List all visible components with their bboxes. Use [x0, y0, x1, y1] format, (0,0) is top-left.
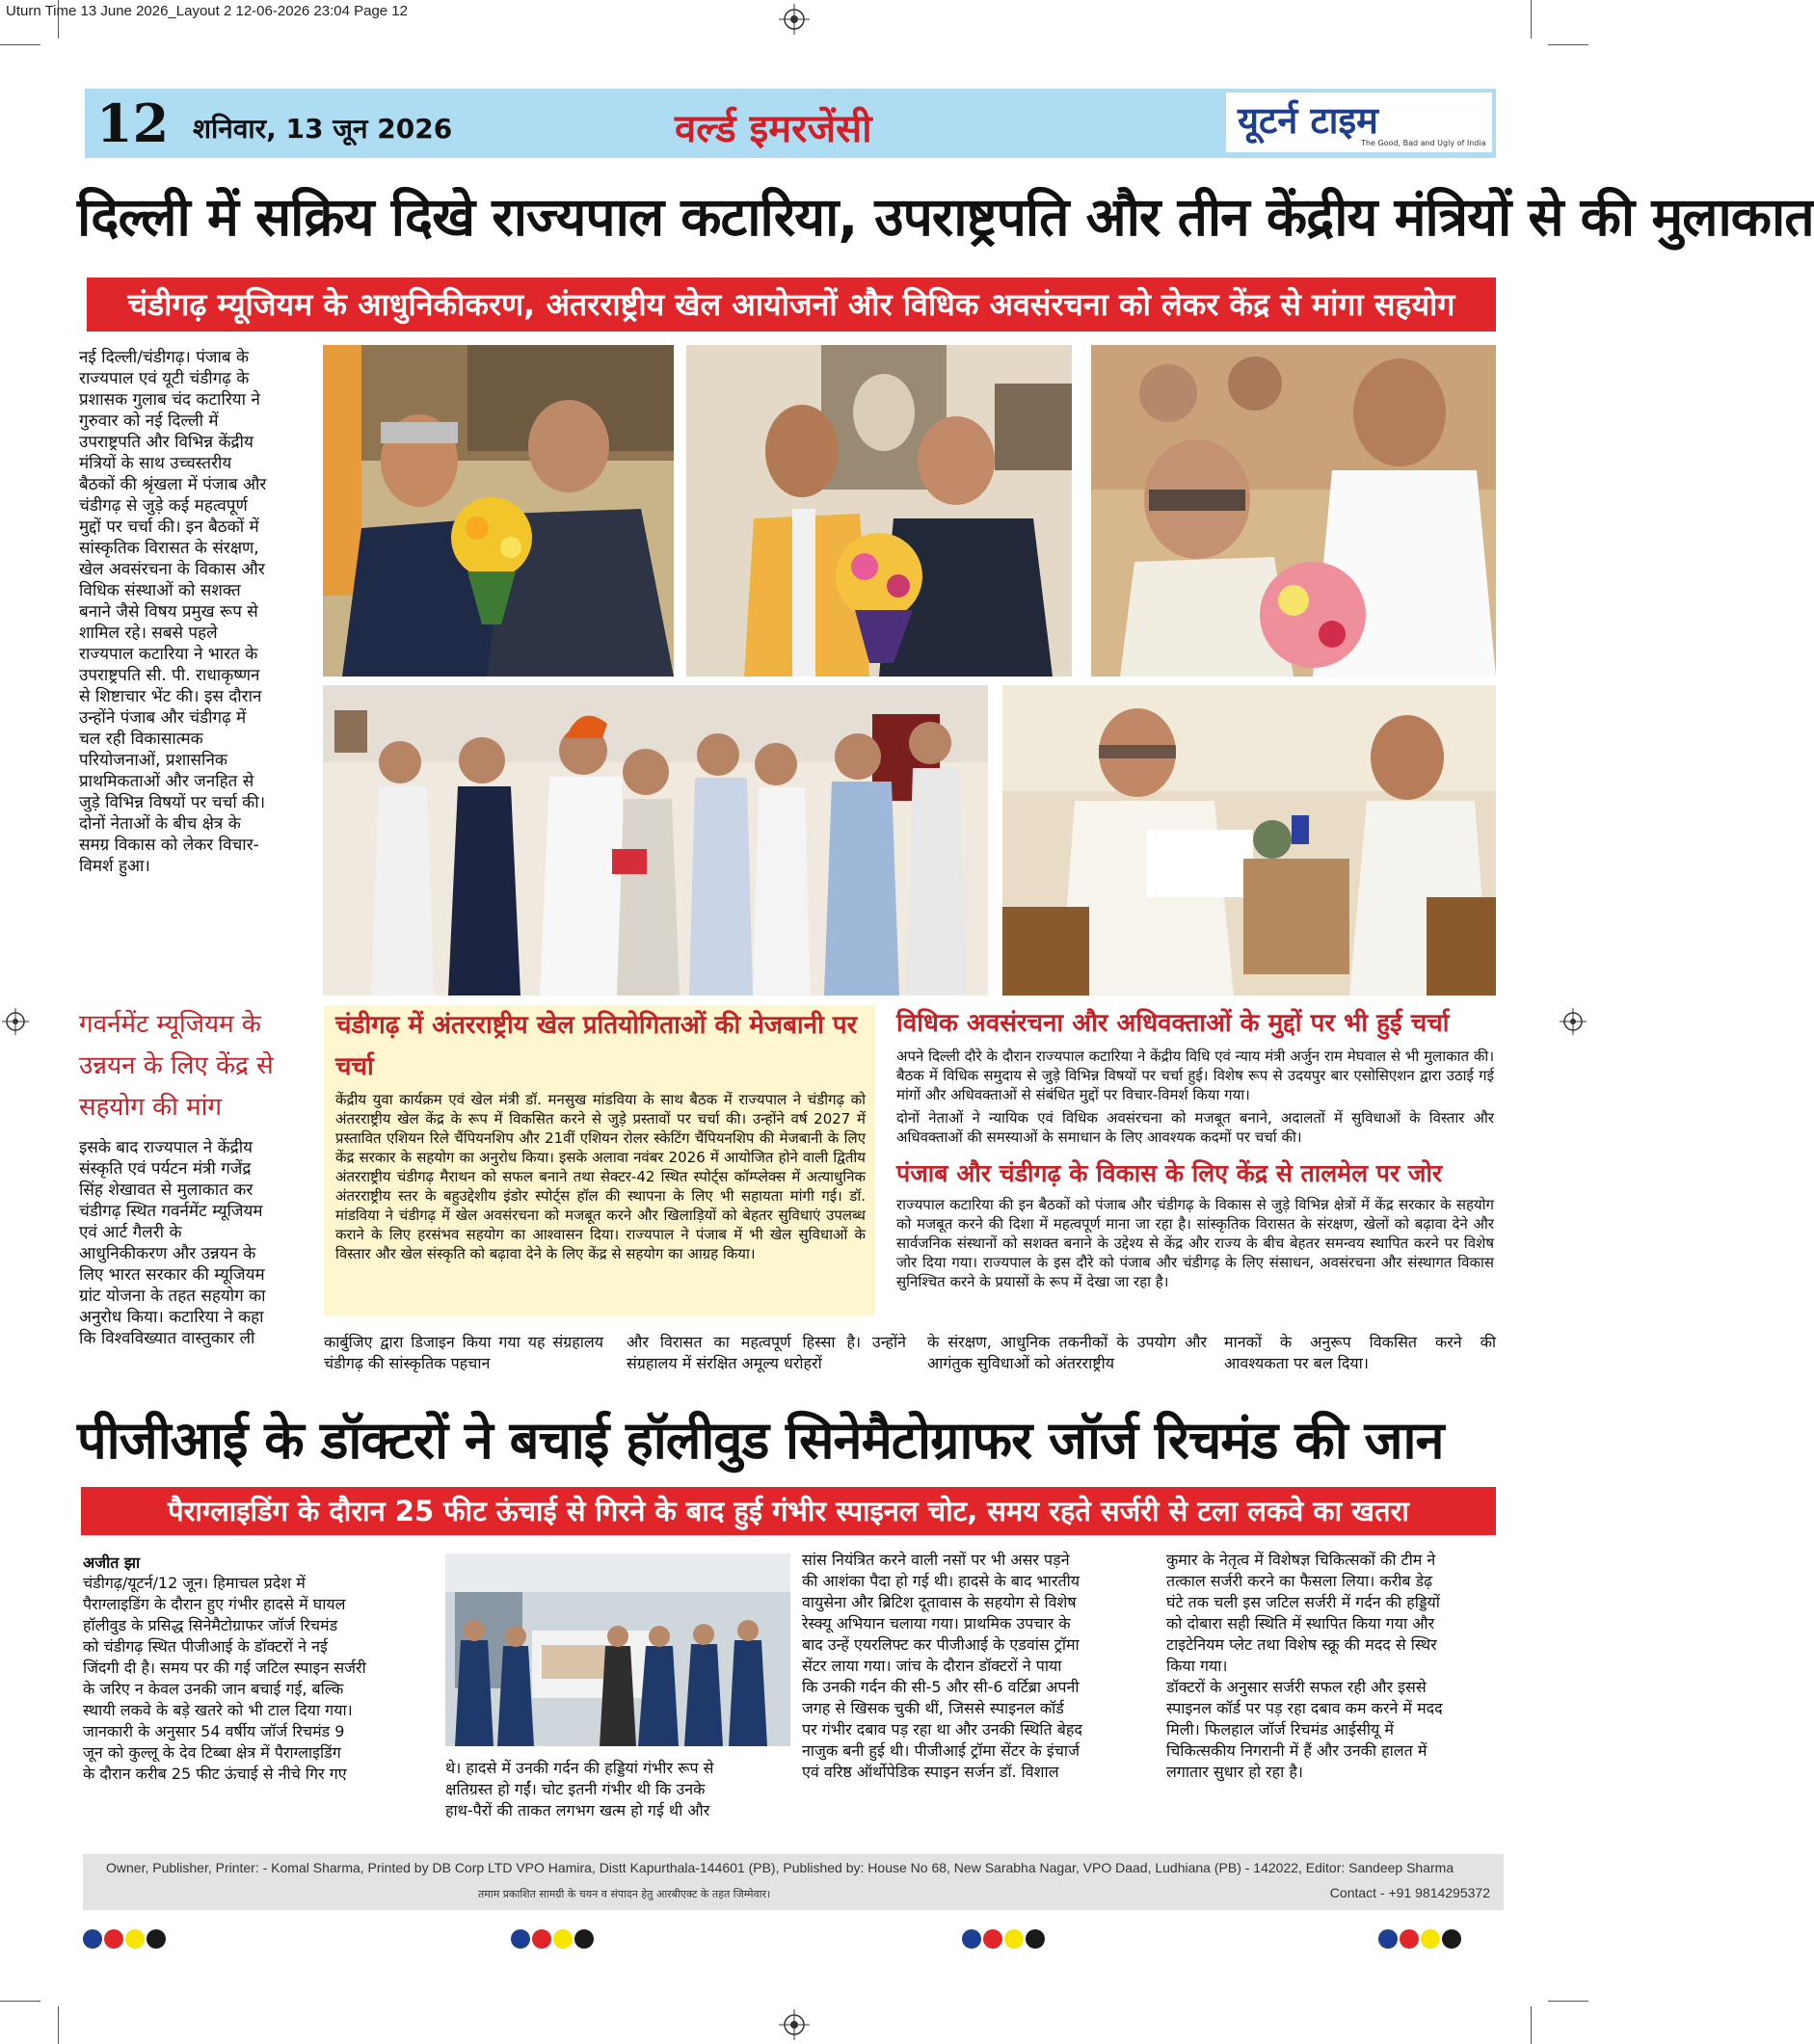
story2-byline: अजीत झा	[83, 1553, 141, 1572]
coordination-body: राज्यपाल कटारिया की इन बैठकों को पंजाब और चंडीगढ़ के विकास से जुड़े विभिन्न क्षेत्रों में केंद्र सरकार के सहयोग को मजबूत करने की दिशा में महत्वपूर्ण माना जा रहा है। सांस्कृतिक विरासत के संरक्षण, खेलों को बढ़ावा देने और सार्वजनिक संस्थानों को सशक्त बनाने के उद्देश्य से केंद्र और राज्य के बीच बेहतर समन्वय स्थापित करने पर विशेष जोर दिया गया। राज्यपाल के इस दौरे को पंजाब और चंडीगढ़ के लिए संसाधन, अवसंरचना और संस्थागत विकास सुनिश्चित करने के प्रयासों के रूप में देखा जा रहा है।	[896, 1196, 1494, 1290]
text-line: जून को कुल्लू के देव टिब्बा क्षेत्र में पैराग्लाइडिंग	[83, 1743, 341, 1762]
photo-governor-law-minister-group	[323, 685, 988, 995]
museum-continuation-4: मानकों के अनुरूप विकसित करने की आवश्यकता पर बल दिया।	[1224, 1333, 1496, 1372]
crop-mark	[0, 2001, 40, 2002]
museum-continuation-3: के संरक्षण, आधुनिक तकनीकों के उपयोग और आगंतुक सुविधाओं को अंतरराष्ट्रीय	[927, 1333, 1207, 1372]
text-line: पैराग्लाइडिंग के दौरान हुए गंभीर हादसे में घायल	[83, 1595, 346, 1613]
text-line: हाथ-पैरों की ताकत लगभग खत्म हो गई थी और	[445, 1801, 710, 1819]
logo-tagline: The Good, Bad and Ugly of India	[1361, 139, 1486, 147]
registration-dot	[1421, 1929, 1440, 1949]
story2-column-1	[83, 1573, 422, 1785]
registration-dot	[983, 1929, 1002, 1949]
museum-continuation-1: कार्बुजिए द्वारा डिजाइन किया गया यह संग्रहालय चंडीगढ़ की सांस्कृतिक पहचान	[324, 1333, 603, 1372]
text-line: चल रही विकासात्मक	[79, 730, 203, 749]
text-line: तत्काल सर्जरी करने का फैसला लिया। करीब डेढ़	[1166, 1572, 1433, 1590]
photo-governor-sports-minister	[686, 345, 1072, 677]
text-line: पर गंभीर दबाव पड़ रहा था और उनकी स्थिति बेहद	[802, 1720, 1082, 1739]
text-line: को चंडीगढ़ स्थित पीजीआई के डॉक्टरों ने नई	[83, 1637, 328, 1656]
text-line: लगातार सुधार हो रहा है।	[1166, 1763, 1303, 1781]
text-line: सांस नियंत्रित करने वाली नसों पर भी असर पड़ने	[802, 1551, 1070, 1569]
text-line: राज्यपाल कटारिया ने भारत के	[79, 645, 258, 664]
story2-column-2	[445, 1758, 792, 1821]
text-line: ग्रांट योजना के तहत सहयोग का	[79, 1287, 266, 1306]
text-line: सिंह शेखावत से मुलाकात कर	[79, 1181, 253, 1200]
text-line: चंडीगढ़/यूटर्न/12 जून। हिमाचल प्रदेश में	[83, 1574, 306, 1592]
text-line: गुरुवार को नई दिल्ली में	[79, 411, 219, 431]
text-line: परियोजनाओं, प्रशासनिक	[79, 751, 227, 770]
text-line: उन्होंने पंजाब और चंडीगढ़ में	[79, 708, 247, 728]
registration-target-icon	[2, 1008, 29, 1035]
photo-pgi-doctors-team	[445, 1553, 790, 1746]
text-line: जगह से खिसक चुकी थीं, जिससे स्पाइनल कॉर्ड	[802, 1699, 1064, 1717]
museum-heading	[79, 1004, 301, 1128]
text-line: खेल अवसंरचना के विकास और	[79, 560, 265, 579]
legal-body-2: दोनों नेताओं ने न्यायिक एवं विधिक अवसंरचना को मजबूत बनाने, अदालतों में सुविधाओं के विस्तार और अधिवक्ताओं की समस्याओं के समाधान के लिए आवश्यक कदमों पर चर्चा की।	[896, 1109, 1494, 1146]
story2-column-3	[802, 1550, 1145, 1783]
text-line: की आशंका पैदा हो गई थी। हादसे के बाद भारतीय	[802, 1572, 1080, 1590]
story1-museum-column	[79, 1137, 301, 1349]
registration-dot	[1442, 1929, 1461, 1949]
text-line: के जरिए न केवल उनकी जान बचाई गई, बल्कि	[83, 1680, 344, 1698]
museum-heading-text: गवर्नमेंट म्यूजियम के उन्नयन के लिए केंद्र से सहयोग की मांग	[79, 1010, 274, 1122]
museum-continuation-2: और विरासत का महत्वपूर्ण हिस्सा है। उन्होंने संग्रहालय में संरक्षित अमूल्य धरोहरों	[627, 1333, 906, 1372]
photo-governor-culture-minister	[1091, 345, 1496, 677]
text-line: को दोबारा सही स्थिति में स्थापित किया गया और	[1166, 1614, 1435, 1633]
logo-text: यूटर्न टाइम	[1238, 99, 1378, 142]
text-line: दोनों नेताओं के बीच क्षेत्र के	[79, 814, 241, 834]
text-line: अनुरोध किया। कटारिया ने कहा	[79, 1308, 264, 1327]
registration-dot	[553, 1929, 573, 1949]
registration-dot	[532, 1929, 551, 1949]
text-line: प्राथमिकताओं और जनहित से	[79, 772, 254, 791]
crop-mark	[1548, 2001, 1588, 2002]
story1-column-1	[79, 347, 301, 877]
text-line: इसके बाद राज्यपाल ने केंद्रीय	[79, 1138, 253, 1157]
text-line: स्थायी लकवे के बड़े खतरे को भी टाल दिया गया।	[83, 1701, 353, 1719]
text-line: क्षतिग्रस्त हो गईं। चोट इतनी गंभीर थी कि उनके	[445, 1780, 706, 1798]
registration-dot	[1378, 1929, 1398, 1949]
registration-dot	[1026, 1929, 1045, 1949]
text-line: घंटे तक चली इस जटिल सर्जरी में गर्दन की हड्डियों	[1166, 1593, 1440, 1611]
text-line: शामिल रहे। सबसे पहले	[79, 624, 218, 643]
sports-box-body: केंद्रीय युवा कार्यक्रम एवं खेल मंत्री डॉ. मनसुख मांडविया के साथ बैठक में राज्यपाल ने चंडीगढ़ को अंतरराष्ट्रीय खेल केंद्र के रूप में विकसित करने से जुड़े प्रस्तावों पर चर्चा की। उन्होंने वर्ष 2027 में प्रस्तावित एशियन रिले चैंपियनशिप और 21वीं एशियन रोलर स्केटिंग चैंपियनशिप की मेजबानी के लिए केंद्र सरकार के सहयोग का अनुरोध किया। इसके अलावा नवंबर 2026 में आयोजित होने वाली द्वितीय अंतरराष्ट्रीय चंडीगढ़ मैराथन को सफल बनाने तथा सेक्टर-42 स्थित स्पोर्ट्स कॉम्प्लेक्स में अत्याधुनिक अंतरराष्ट्रीय स्तर के बहुउद्देशीय इंडोर स्पोर्ट्स हॉल की स्थापना के लिए भी सहायता मांगी गई। डॉ. मांडविया ने चंडीगढ़ में खेल अवसंरचना को मजबूत करने और खिलाड़ियों को बेहतर सुविधाएं उपलब्ध कराने के लिए हरसंभव सहयोग का आश्वासन दिया। राज्यपाल ने पंजाब में भी खेल सुविधाओं के विस्तार और खेल संस्कृति को बढ़ावा देने के लिए केंद्र से सहयोग का आग्रह किया।	[335, 1091, 866, 1262]
text-line: संस्कृति एवं पर्यटन मंत्री गजेंद्र	[79, 1159, 252, 1179]
crop-mark	[0, 44, 40, 45]
registration-dot	[1400, 1929, 1419, 1949]
text-line: वायुसेना और ब्रिटिश दूतावास के सहयोग से विशेष	[802, 1593, 1077, 1611]
text-line: उपराष्ट्रपति और विभिन्न केंद्रीय	[79, 433, 253, 452]
text-line: उपराष्ट्रपति सी. पी. राधाकृष्णन	[79, 666, 260, 685]
crop-mark	[1531, 0, 1532, 39]
story1-subheadline: चंडीगढ़ म्यूजियम के आधुनिकीकरण, अंतरराष्ट्रीय खेल आयोजनों और विधिक अवसंरचना को लेकर केंद्र से मांगा सहयोग	[87, 278, 1496, 332]
text-line: एवं वरिष्ठ ऑर्थोपेडिक स्पाइन सर्जन डॉ. विशाल	[802, 1763, 1059, 1781]
text-line: आधुनिकीकरण और उन्नयन के	[79, 1244, 256, 1263]
story2-column-4	[1166, 1550, 1494, 1783]
coordination-heading: पंजाब और चंडीगढ़ के विकास के लिए केंद्र से तालमेल पर जोर	[896, 1159, 1443, 1187]
registration-dot	[962, 1929, 981, 1949]
story2-headline: पीजीआई के डॉक्टरों ने बचाई हॉलीवुड सिनेमैटोग्राफर जॉर्ज रिचमंड की जान	[77, 1410, 1444, 1471]
text-line: विमर्श हुआ।	[79, 857, 150, 876]
text-line: मुद्दों पर चर्चा की। इन बैठकों में	[79, 518, 259, 537]
text-line: प्रशासक गुलाब चंद कटारिया ने	[79, 390, 260, 410]
story2-subheadline: पैराग्लाइडिंग के दौरान 25 फीट ऊंचाई से गिरने के बाद हुई गंभीर स्पाइनल चोट, समय रहते सर्जरी से टला लकवे का खतरा	[81, 1487, 1496, 1535]
text-line: चंडीगढ़ स्थित गवर्नमेंट म्यूजियम	[79, 1202, 263, 1221]
section-title: वर्ल्ड इमरजेंसी	[675, 107, 872, 151]
text-line: सांस्कृतिक विरासत के संरक्षण,	[79, 539, 259, 558]
text-line: विधिक संस्थाओं को सशक्त	[79, 581, 241, 600]
text-line: से शिष्टाचार भेंट की। इस दौरान	[79, 687, 262, 706]
text-line: बाद उन्हें एयरलिफ्ट कर पीजीआई के एडवांस ट्रॉमा	[802, 1635, 1080, 1654]
sports-box-heading: चंडीगढ़ में अंतरराष्ट्रीय खेल प्रतियोगिताओं की मेजबानी पर चर्चा	[335, 1011, 858, 1081]
text-line: स्पाइनल कॉर्ड पर पड़ रहा दबाव कम करने में मदद	[1166, 1699, 1443, 1717]
registration-dot	[511, 1929, 530, 1949]
text-line: मिली। फिलहाल जॉर्ज रिचमंड आईसीयू में	[1166, 1720, 1394, 1739]
photo-governor-vice-president	[323, 345, 674, 677]
sports-box	[324, 1005, 875, 1315]
publication-logo	[1226, 93, 1492, 152]
text-line: राज्यपाल एवं यूटी चंडीगढ़ के	[79, 369, 250, 388]
registration-dot	[574, 1929, 594, 1949]
contact-text: Contact - +91 9814295372	[1329, 1885, 1490, 1900]
legal-body: अपने दिल्ली दौरे के दौरान राज्यपाल कटारिया ने केंद्रीय विधि एवं न्याय मंत्री अर्जुन राम मेघवाल से भी मुलाकात की। बैठक में विधिक समुदाय से जुड़े विभिन्न विषयों पर चर्चा हुई। विशेष रूप से उदयपुर बार एसोसिएशन द्वारा उठाई गई मांगों और अधिवक्ताओं से संबंधित मुद्दों पर विचार-विमर्श किया गया।	[896, 1048, 1494, 1103]
text-line: के दौरान करीब 25 फीट ऊंचाई से नीचे गिर गए	[83, 1765, 347, 1783]
text-line: कि उनकी गर्दन की सी-5 और सी-6 वर्टिब्रा अपनी	[802, 1678, 1080, 1696]
text-line: थे। हादसे में उनकी गर्दन की हड्डियां गंभीर रूप से	[445, 1759, 714, 1777]
text-line: चिकित्सकीय निगरानी में हैं और उनकी हालत में	[1166, 1741, 1427, 1760]
text-line: चंडीगढ़ से जुड़े कई महत्वपूर्ण	[79, 496, 248, 516]
text-line: कि विश्वविख्यात वास्तुकार ली	[79, 1329, 255, 1348]
crop-mark	[1548, 44, 1588, 45]
page-number: 12	[96, 93, 170, 154]
text-line: नाजुक बनी हुई थी। पीजीआई ट्रॉमा सेंटर के इंचार्ज	[802, 1741, 1080, 1760]
page-slug: Uturn Time 13 June 2026_Layout 2 12-06-2026 23:04 Page 12	[6, 3, 408, 19]
text-line: जुड़े विभिन्न विषयों पर चर्चा की।	[79, 793, 266, 812]
registration-target-icon	[779, 4, 810, 35]
legal-heading: विधिक अवसंरचना और अधिवक्ताओं के मुद्दों पर भी हुई चर्चा	[896, 1009, 1450, 1038]
crop-mark	[58, 2006, 59, 2044]
text-line: मंत्रियों के साथ उच्चस्तरीय	[79, 454, 232, 473]
text-line: लिए भारत सरकार की म्यूजियम	[79, 1265, 265, 1285]
text-line: नई दिल्ली/चंडीगढ़। पंजाब के	[79, 348, 250, 367]
photo-governor-meeting-seated	[1002, 685, 1496, 995]
registration-dot	[83, 1929, 102, 1949]
issue-date: शनिवार, 13 जून 2026	[193, 113, 453, 145]
registration-dot	[147, 1929, 166, 1949]
registration-target-icon	[1560, 1008, 1587, 1035]
text-line: बैठकों की श्रृंखला में पंजाब और	[79, 475, 267, 494]
text-line: रेस्क्यू अभियान चलाया गया। प्राथमिक उपचार के	[802, 1614, 1071, 1633]
text-line: बनाने जैसे विषय प्रमुख रूप से	[79, 602, 258, 622]
text-line: सेंटर लाया गया। जांच के दौरान डॉक्टरों ने पाया	[802, 1657, 1062, 1675]
imprint-footer	[83, 1854, 1504, 1910]
text-line: समग्र विकास को लेकर विचार-	[79, 836, 259, 855]
text-line: जानकारी के अनुसार 54 वर्षीय जॉर्ज रिचमंड 9	[83, 1722, 345, 1740]
text-line: टाइटेनियम प्लेट तथा विशेष स्क्रू की मदद से स्थिर	[1166, 1635, 1437, 1654]
text-line: हॉलीवुड के प्रसिद्ध सिनेमैटोग्राफर जॉर्ज रिचमंड	[83, 1616, 338, 1634]
text-line: डॉक्टरों के अनुसार सर्जरी सफल रही और इससे	[1166, 1678, 1427, 1696]
text-line: जिंदगी दी है। समय पर की गई जटिल स्पाइन सर्जरी	[83, 1659, 366, 1677]
text-line: एवं आर्ट गैलरी के	[79, 1223, 182, 1242]
registration-target-icon	[779, 2009, 810, 2040]
text-line: किया गया।	[1166, 1657, 1228, 1675]
imprint-text: Owner, Publisher, Printer: - Komal Sharma, Printed by DB Corp LTD VPO Hamira, Distt Kapurthala-144601 (PB), Published by: House No 68, New Sarabha Nagar, VPO Daad, Ludhiana (PB) - 142022, Editor: Sandeep Sharma	[106, 1860, 1454, 1875]
registration-dot	[104, 1929, 123, 1949]
text-line: कुमार के नेतृत्व में विशेषज्ञ चिकित्सकों की टीम ने	[1166, 1551, 1436, 1569]
crop-mark	[1531, 2006, 1532, 2044]
registration-dot	[1004, 1929, 1024, 1949]
registration-dot	[125, 1929, 145, 1949]
disclaimer-text: तमाम प्रकाशित सामग्री के चयन व संपादन हेतु आरबीएक्ट के तहत जिम्मेवार।	[478, 1888, 771, 1900]
story1-headline: दिल्ली में सक्रिय दिखे राज्यपाल कटारिया, उपराष्ट्रपति और तीन केंद्रीय मंत्रियों से की मुलाकात	[77, 186, 1814, 248]
